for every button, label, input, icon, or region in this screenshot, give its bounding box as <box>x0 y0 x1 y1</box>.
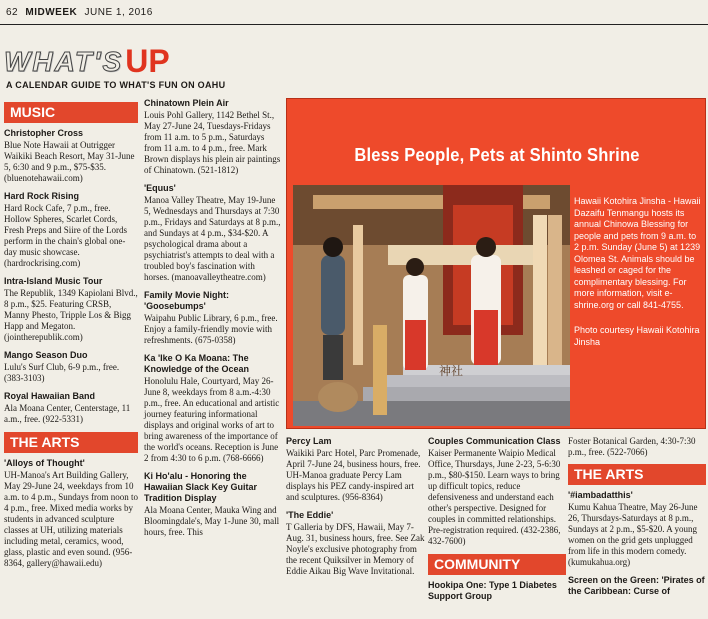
listing-body: Waikiki Parc Hotel, Parc Promenade, April 7-June 24, business hours, free. UH-Manoa graduate Percy Lam displays his PEZ candy-inspired art and sculptures. (956-8364) <box>286 448 421 502</box>
photo-sign-text: 神社 <box>439 364 464 378</box>
listing-title: 'The Eddie' <box>286 510 334 520</box>
listing-item <box>4 350 138 384</box>
column-5 <box>568 436 706 604</box>
listing-item <box>286 510 425 577</box>
header-rule <box>0 24 708 25</box>
section-head-the-arts: THE ARTS <box>4 432 138 453</box>
page-number: 62 <box>6 7 19 18</box>
section-title <box>4 43 170 79</box>
listing-body: Kumu Kahua Theatre, May 26-June 26, Thursdays-Saturdays at 8 p.m., Sundays at 2 p.m., $5-$20. A young women on the grid gets unplugged from life in this modern comedy. (kumukahua.org) <box>568 502 698 567</box>
listing-body: UH-Manoa's Art Building Gallery, May 29-June 24, weekdays from 10 a.m. to 4 p.m., Sundays from noon to 4 p.m., free. Mixed media works by students in advanced sculpture classes at UH, utilizing materials including metal, ceramics, wood, glass, plastic and even sound. (956-8364, gallery@hawaii.edu) <box>4 470 138 568</box>
listing-item <box>4 391 138 425</box>
issue-date: JUNE 1, 2016 <box>84 7 153 18</box>
listing-body: Hard Rock Cafe, 7 p.m., free. Hollow Spheres, Scarlet Cords, Fresh Preps and Siire of the Lords perform in the chain's global one-day music showcase. (hardrockrising.com) <box>4 203 127 268</box>
listing-item <box>4 458 138 569</box>
listings-col4 <box>428 436 566 547</box>
shrine-photo-illustration <box>293 185 570 426</box>
listing-item <box>144 290 282 346</box>
section-head-music: MUSIC <box>4 102 138 123</box>
listing-body: Lulu's Surf Club, 6-9 p.m., free. (383-3103) <box>4 362 120 383</box>
listing-body: The Republik, 1349 Kapiolani Blvd., 8 p.m., $25. Featuring CRSB, Manny Phesto, Tripple Los & Bigg Happ and Megaton. (jointherepublik.com) <box>4 288 138 342</box>
listing-lead-in: Foster Botanical Garden, 4:30-7:30 p.m., free. (522-7066) <box>568 436 696 457</box>
publication-name: MIDWEEK <box>25 7 78 18</box>
music-listings <box>4 128 138 425</box>
listing-body: Louis Pohl Gallery, 1142 Bethel St., May 27-June 24, Tuesdays-Fridays from 11 a.m. to 5 p.m., Saturdays from 11 a.m. to 4 p.m., free. Mark Brown displays his plein air paintings of Chinatown. (521-1812) <box>144 110 281 175</box>
listing-title: Ka 'Ike O Ka Moana: The Knowledge of the Ocean <box>144 353 250 374</box>
feature-box <box>286 98 706 429</box>
feature-photo-credit: Photo courtesy Hawaii Kotohira Jinsha <box>574 325 700 347</box>
listing-title: 'Alloys of Thought' <box>4 458 85 468</box>
arts-listings <box>4 458 138 569</box>
listing-item <box>428 436 566 547</box>
section-tagline: A CALENDAR GUIDE TO WHAT'S FUN ON OAHU <box>6 80 226 90</box>
listing-item <box>428 580 566 602</box>
column-3 <box>286 436 425 584</box>
listing-title: Percy Lam <box>286 436 332 446</box>
section-title-whats: WHAT'S <box>4 46 124 77</box>
listing-item <box>144 183 282 283</box>
listing-item <box>568 490 706 568</box>
listing-title: 'Equus' <box>144 183 176 193</box>
page-header <box>6 7 153 18</box>
section-head-the-arts-2: THE ARTS <box>568 464 706 485</box>
section-head-community: COMMUNITY <box>428 554 566 575</box>
listing-title: Screen on the Green: 'Pirates of the Caribbean: Curse of <box>568 575 705 596</box>
listing-title: Hard Rock Rising <box>4 191 80 201</box>
listing-title: Christopher Cross <box>4 128 84 138</box>
listing-item <box>4 276 138 343</box>
listing-body: Ala Moana Center, Mauka Wing and Bloomingdale's, May 1-June 30, mall hours, free. This <box>144 505 280 537</box>
feature-text <box>574 196 702 348</box>
listing-title: Chinatown Plein Air <box>144 98 229 108</box>
listing-body: Ala Moana Center, Centerstage, 11 a.m., free. (922-5331) <box>4 403 131 424</box>
arts-listings-col5 <box>568 490 706 597</box>
listing-title: Mango Season Duo <box>4 350 88 360</box>
listing-body: Kaiser Permanente Waipio Medical Office, Thursdays, June 2-23, 5-6:30 p.m., $80-$150. Learn ways to bring up difficult topics, reduce defensiveness and understand each other's perspective. Designed for couples in committed relationships. Pre-registration required. (432-2386, 432-7600) <box>428 448 561 546</box>
feature-title: Bless People, Pets at Shinto Shrine <box>354 145 640 165</box>
listing-title: Couples Communication Class <box>428 436 561 446</box>
listing-title: Royal Hawaiian Band <box>4 391 96 401</box>
arts-listings-col3 <box>286 436 425 577</box>
listing-item <box>4 191 138 269</box>
listing-item <box>144 353 282 464</box>
column-2 <box>144 98 282 545</box>
listing-item <box>144 98 282 176</box>
listing-title: Intra-Island Music Tour <box>4 276 103 286</box>
listing-item <box>568 575 706 597</box>
listing-item <box>286 436 425 503</box>
listing-title: Family Movie Night: 'Goosebumps' <box>144 290 230 311</box>
community-listings <box>428 580 566 602</box>
feature-body: Hawaii Kotohira Jinsha - Hawaii Dazaifu Tenmangu hosts its annual Chinowa Blessing for people and pets from 9 a.m. to 2 p.m. Sunday (June 5) at 1239 Olomea St. Animals should be leashed or caged for the complimentary blessing. For more information, visit e-shrine.org or call 841-4755. <box>574 196 701 310</box>
column-4 <box>428 436 566 609</box>
listing-item <box>144 471 282 538</box>
arts-listings-continued <box>144 98 282 538</box>
listing-title: '#iambadatthis' <box>568 490 633 500</box>
listing-title: Ki Ho'alu - Honoring the Hawaiian Slack Key Guitar Tradition Display <box>144 471 258 503</box>
listing-body: Blue Note Hawaii at Outrigger Waikiki Beach Resort, May 31-June 5, 6:30 and 9 p.m., $75-$35. (bluenotehawaii.com) <box>4 140 135 183</box>
listing-body: Honolulu Hale, Courtyard, May 26-June 8, weekdays from 8 a.m.-4:30 p.m., free. An educational and artistic journey featuring informational displays and original works of art to bring awareness of the importance of the world's oceans. Reception is June 2 from 4:30 to 6 p.m. (768-6666) <box>144 376 280 463</box>
listing-item <box>4 128 138 184</box>
listing-title: Hookipa One: Type 1 Diabetes Support Group <box>428 580 557 601</box>
listing-body: Waipahu Public Library, 6 p.m., free. Enjoy a family-friendly movie with refreshments. (675-0358) <box>144 313 278 345</box>
section-title-up: UP <box>125 43 170 79</box>
column-1 <box>4 100 138 576</box>
listing-body: Manoa Valley Theatre, May 19-June 5, Wednesdays and Thursdays at 7:30 p.m., Fridays and Saturdays at 8 p.m., and Sundays at 4 p.m., $34-$20. A psychological drama about a psychiatrist's attempts to deal with a troubled boy's fascination with horses. (manoavalleytheatre.com) <box>144 195 281 282</box>
listing-body: T Galleria by DFS, Hawaii, May 7-Aug. 31, business hours, free. See Zak Noyle's exclusive photography from the recent Quiksilver in Memory of Eddie Aikau Big Wave Invitational. <box>286 522 425 576</box>
feature-photo <box>293 185 570 426</box>
